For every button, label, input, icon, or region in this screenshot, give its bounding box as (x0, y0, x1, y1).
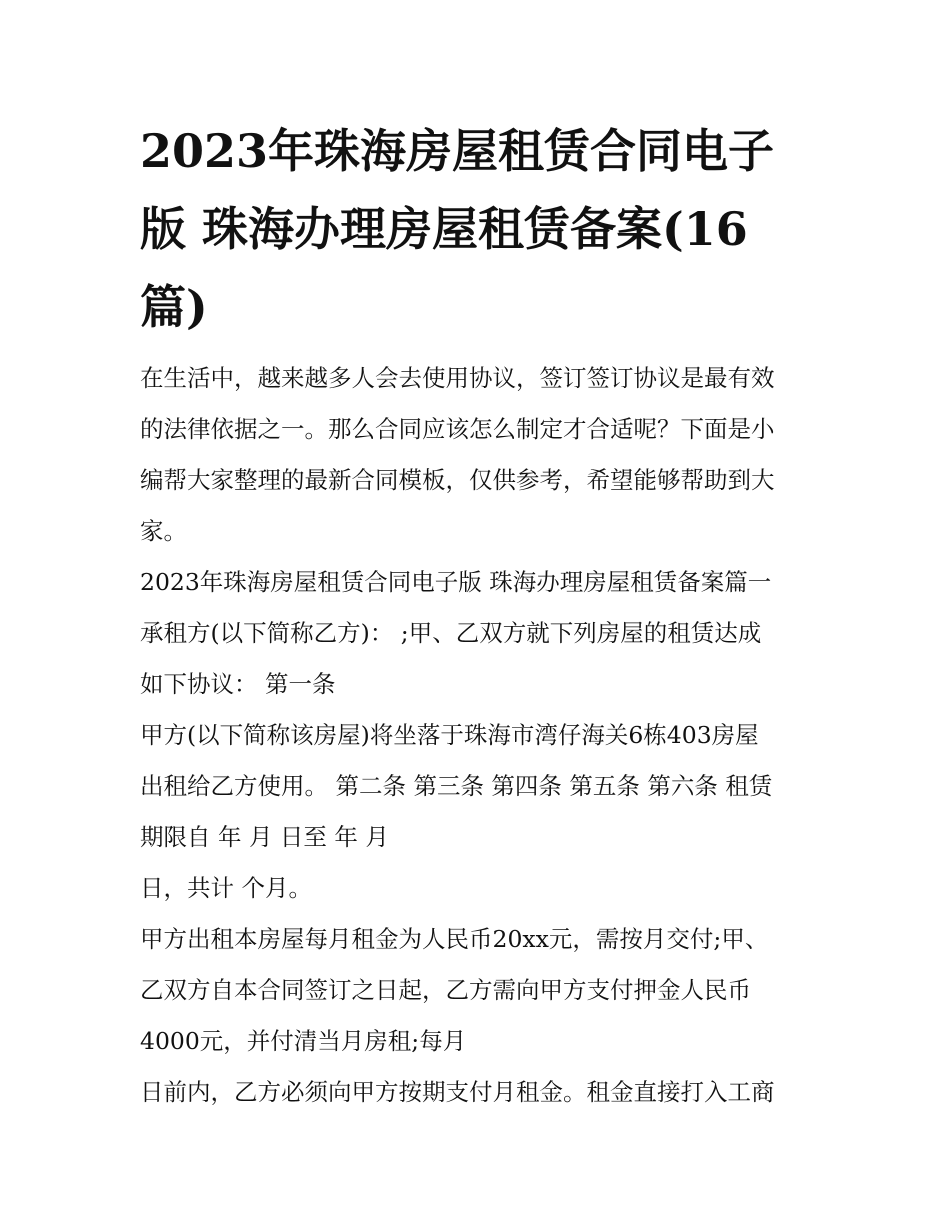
title-line-2: 版 珠海办理房屋租赁备案(16 (140, 202, 748, 256)
body-line: 4000元，并付清当月房租;每月 (140, 1027, 467, 1055)
body-line: 在生活中，越来越多人会去使用协议，签订签订协议是最有效 (140, 364, 775, 392)
body-line: 家。 (140, 517, 187, 545)
body-line: 甲方出租本房屋每月租金为人民币20xx元，需按月交付;甲、 (140, 925, 769, 953)
body-line: 2023年珠海房屋租赁合同电子版 珠海办理房屋租赁备案篇一 (140, 568, 772, 596)
document-title (140, 112, 820, 346)
body-line: 的法律依据之一。那么合同应该怎么制定才合适呢？下面是小 (140, 415, 775, 443)
body-line: 乙双方自本合同签订之日起，乙方需向甲方支付押金人民币 (140, 976, 751, 1004)
title-line-1: 2023年珠海房屋租赁合同电子 (140, 124, 775, 178)
body-line: 甲方(以下简称该房屋)将坐落于珠海市湾仔海关6栋403房屋 (140, 721, 759, 749)
body-line: 出租给乙方使用。 第二条 第三条 第四条 第五条 第六条 租赁 (140, 772, 773, 800)
body-line: 如下协议： 第一条 (140, 670, 336, 698)
body-line: 期限自 年 月 日至 年 月 (140, 823, 389, 851)
body-line: 承租方(以下简称乙方)： ;甲、乙双方就下列房屋的租赁达成 (140, 619, 762, 647)
title-line-3: 篇) (140, 280, 208, 334)
body-line: 编帮大家整理的最新合同模板，仅供参考，希望能够帮助到大 (140, 466, 775, 494)
body-line: 日，共计 个月。 (140, 874, 312, 902)
body-line: 日前内，乙方必须向甲方按期支付月租金。租金直接打入工商 (140, 1078, 775, 1106)
document-body (140, 353, 830, 1118)
